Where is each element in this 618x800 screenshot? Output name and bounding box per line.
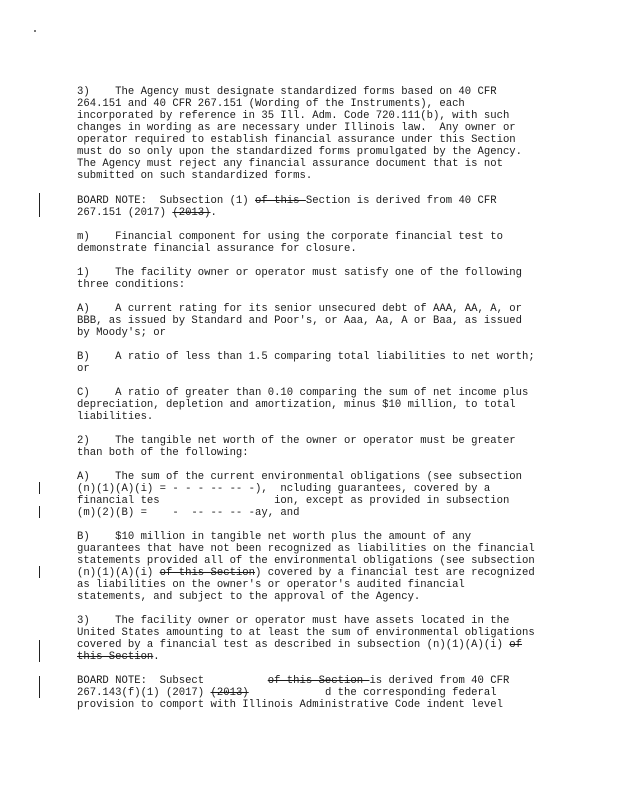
text-segment: .	[210, 207, 217, 219]
text-segment: United States amounting to at least the sum of environmental obligations	[77, 627, 535, 639]
struck-text: this Section	[77, 651, 154, 663]
struck-text: (2013)	[172, 207, 211, 219]
text-line	[77, 351, 537, 363]
paragraph-subsection-m2-B	[77, 531, 537, 603]
text-segment: 267.143(f)(1) (2017)	[77, 687, 211, 699]
paragraph-subsection-m1-C	[77, 387, 537, 423]
paragraph-subsection-m1-A	[77, 303, 537, 339]
text-line	[77, 639, 537, 651]
text-segment: liabilities.	[77, 411, 154, 423]
text-line	[77, 122, 537, 134]
scan-speck	[34, 30, 36, 32]
revision-bar	[39, 506, 40, 518]
text-segment: statements, and subject to the approval of the Agency.	[77, 591, 421, 603]
text-segment: financial tes ion, except as provided in subsection	[77, 495, 510, 507]
revision-bar	[39, 193, 40, 217]
text-line	[77, 158, 537, 170]
text-segment: must do so only upon the standardized forms promulgated by the Agency.	[77, 146, 523, 158]
text-segment: covered by a financial test as described in subsection (n)(1)(A)(i)	[77, 639, 510, 651]
text-line	[77, 146, 537, 158]
text-segment: by Moody's; or	[77, 327, 167, 339]
text-segment: as liabilities on the owner's or operator's audited financial	[77, 579, 465, 591]
text-line	[77, 471, 537, 483]
paragraph-subsection-m1	[77, 267, 537, 291]
text-line	[77, 543, 537, 555]
text-line	[77, 615, 537, 627]
text-line	[77, 531, 537, 543]
text-line	[77, 687, 537, 699]
struck-text: of this Section	[159, 567, 256, 579]
text-segment: 3) The Agency must designate standardized forms based on 40 CFR	[77, 86, 497, 98]
text-segment: operator required to establish financial assurance under this Section	[77, 134, 516, 146]
text-segment: B) $10 million in tangible net worth plus the amount of any	[77, 531, 472, 543]
text-segment: Section is derived from 40 CFR	[305, 195, 497, 207]
paragraph-subsection-m1-B	[77, 351, 537, 375]
text-line	[77, 267, 537, 279]
paragraph-subsection-m	[77, 231, 537, 255]
text-segment: A) The sum of the current environmental obligations (see subsection	[77, 471, 523, 483]
text-segment: d the corresponding federal	[248, 687, 497, 699]
revision-bar	[39, 640, 40, 662]
text-line	[77, 507, 537, 519]
text-line	[77, 231, 537, 243]
revision-bar	[39, 676, 40, 698]
text-line	[77, 495, 537, 507]
text-segment: incorporated by reference in 35 Ill. Adm. Code 720.111(b), with such	[77, 110, 510, 122]
text-segment: depreciation, depletion and amortization, minus $10 million, to total	[77, 399, 516, 411]
text-segment: than both of the following:	[77, 447, 249, 459]
board-note-subsection-m	[77, 675, 537, 711]
text-segment: 264.151 and 40 CFR 267.151 (Wording of the Instruments), each	[77, 98, 465, 110]
text-segment: 3) The facility owner or operator must have assets located in the	[77, 615, 510, 627]
text-segment: demonstrate financial assurance for closure.	[77, 243, 357, 255]
text-segment: 1) The facility owner or operator must satisfy one of the following	[77, 267, 523, 279]
text-line	[77, 134, 537, 146]
revision-bar	[39, 482, 40, 494]
text-line	[77, 86, 537, 98]
text-line	[77, 315, 537, 327]
text-segment: (m)(2)(B) = - -- -- -- -ay, and	[77, 507, 300, 519]
paragraph-subsection-l3	[77, 86, 537, 182]
text-segment: 267.151 (2017)	[77, 207, 173, 219]
text-line	[77, 675, 537, 687]
struck-text: of this	[255, 195, 306, 207]
text-line	[77, 627, 537, 639]
text-segment: changes in wording as are necessary under Illinois law. Any owner or	[77, 122, 516, 134]
text-segment: .	[153, 651, 160, 663]
text-segment: provision to comport with Illinois Administrative Code indent level	[77, 699, 503, 711]
text-segment: is derived from 40 CFR	[369, 675, 510, 687]
text-line	[77, 303, 537, 315]
text-segment: guarantees that have not been recognized as liabilities on the financial	[77, 543, 535, 555]
text-line	[77, 327, 537, 339]
text-line	[77, 399, 537, 411]
text-segment: statements provided all of the environmental obligations (see subsection	[77, 555, 535, 567]
text-line	[77, 435, 537, 447]
paragraph-subsection-m2-A	[77, 471, 537, 519]
text-line	[77, 591, 537, 603]
struck-text: (2013)	[210, 687, 249, 699]
text-line	[77, 567, 537, 579]
text-segment: BOARD NOTE: Subsect	[77, 675, 268, 687]
text-line	[77, 110, 537, 122]
text-line	[77, 279, 537, 291]
text-segment: submitted on such standardized forms.	[77, 170, 313, 182]
text-line	[77, 579, 537, 591]
board-note-subsection-l	[77, 195, 537, 219]
text-line	[77, 447, 537, 459]
paragraph-subsection-m3	[77, 615, 537, 663]
text-segment: BBB, as issued by Standard and Poor's, or Aaa, Aa, A or Baa, as issued	[77, 315, 523, 327]
text-line	[77, 411, 537, 423]
text-line	[77, 170, 537, 182]
text-segment: or	[77, 363, 90, 375]
text-segment: (n)(1)(A)(i) = - - - -- -- -), ncluding guarantees, covered by a	[77, 483, 491, 495]
text-segment: C) A ratio of greater than 0.10 comparing the sum of net income plus	[77, 387, 529, 399]
text-segment: m) Financial component for using the corporate financial test to	[77, 231, 503, 243]
text-line	[77, 699, 537, 711]
text-line	[77, 555, 537, 567]
text-line	[77, 363, 537, 375]
paragraph-subsection-m2	[77, 435, 537, 459]
text-segment: three conditions:	[77, 279, 186, 291]
text-segment: 2) The tangible net worth of the owner or operator must be greater	[77, 435, 516, 447]
text-line	[77, 243, 537, 255]
struck-text: of this Section	[267, 675, 370, 687]
text-segment: (n)(1)(A)(i)	[77, 567, 160, 579]
revision-bar	[39, 566, 40, 578]
text-segment: BOARD NOTE: Subsection (1)	[77, 195, 256, 207]
text-line	[77, 207, 537, 219]
text-line	[77, 651, 537, 663]
text-line	[77, 387, 537, 399]
text-line	[77, 483, 537, 495]
text-segment: A) A current rating for its senior unsecured debt of AAA, AA, A, or	[77, 303, 523, 315]
text-line	[77, 195, 537, 207]
text-segment: ) covered by a financial test are recognized	[255, 567, 535, 579]
text-segment: The Agency must reject any financial assurance document that is not	[77, 158, 503, 170]
struck-text: of	[509, 639, 523, 651]
text-segment: B) A ratio of less than 1.5 comparing total liabilities to net worth;	[77, 351, 535, 363]
text-line	[77, 98, 537, 110]
